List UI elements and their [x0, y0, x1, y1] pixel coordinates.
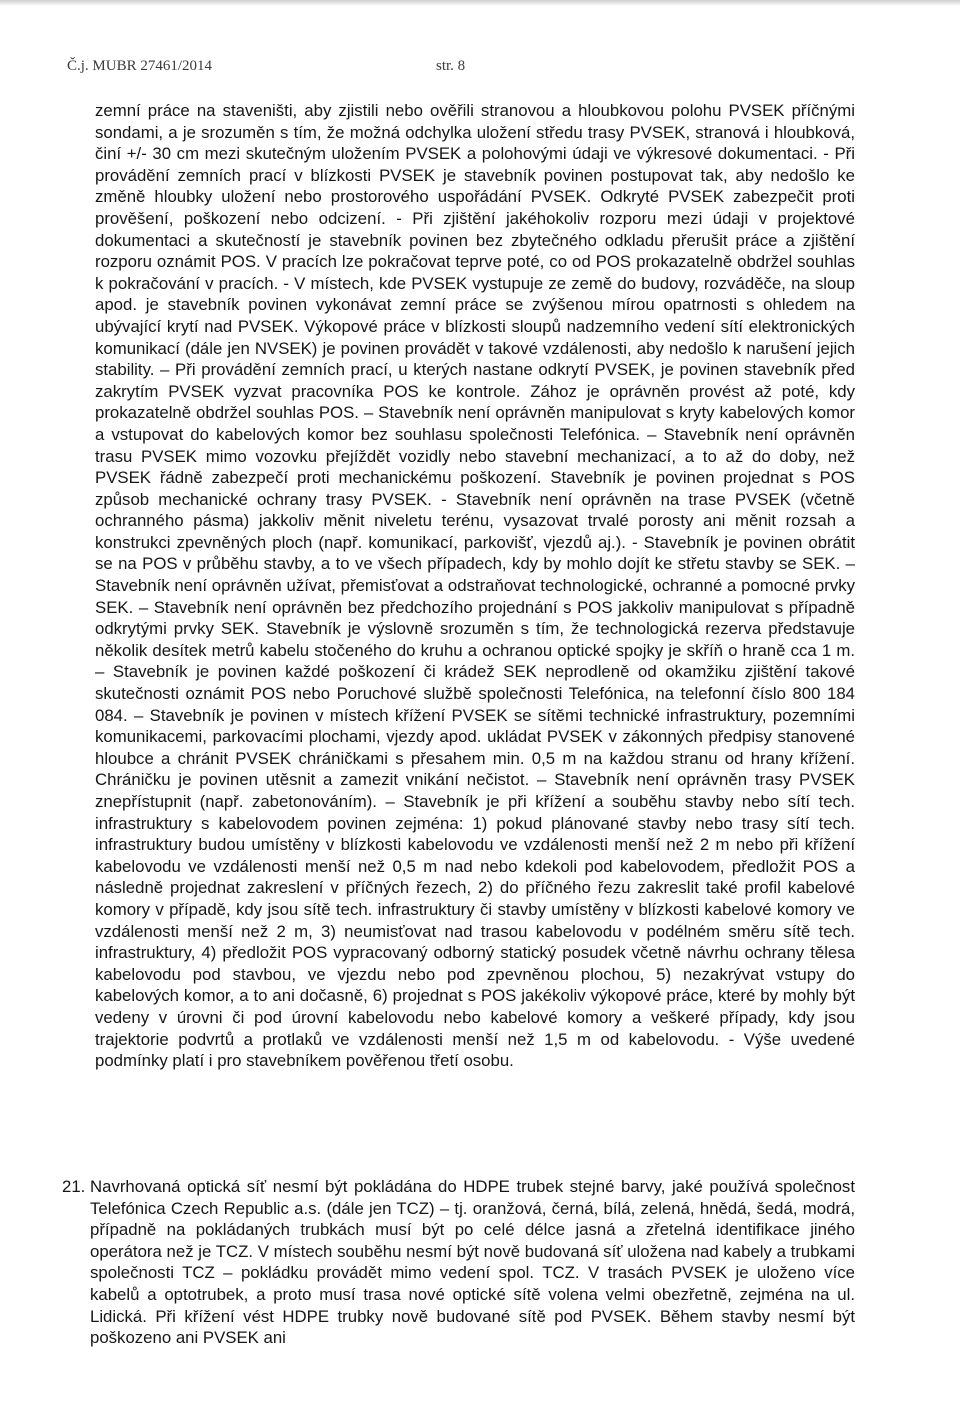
list-item-text: Navrhovaná optická síť nesmí být pokládána do HDPE trubek stejné barvy, jaké používá společnost Telefónica Czech Republic a.s. (dále jen TCZ) – tj. oranžová, černá, bílá, zelená, hnědá, šedá, modrá, případně na pokládaných trubkách musí být po celé délce jasná a zřetelná identifikace jiného operátora než je TCZ. V místech souběhu nesmí být nově budovaná síť uložena nad kabely a trubkami společnosti TCZ – pokládku provádět mimo vedení spol. TCZ. V trasách PVSEK je uloženo více kabelů a optotrubek, a proto musí trasa nové optické sítě volena velmi obezřetně, zejména na ul. Lidická. Při křížení vést HDPE trubky nově budované sítě pod PVSEK. Během stavby nesmí být poškozeno ani PVSEK ani — [90, 1177, 855, 1348]
document-reference: Č.j. MUBR 27461/2014 — [67, 58, 213, 74]
body-text — [95, 100, 855, 1072]
list-item-21 — [62, 1176, 855, 1349]
list-item-number: 21. — [62, 1177, 86, 1196]
paragraph-continuation: zemní práce na staveništi, aby zjistili nebo ověřili stranovou a hloubkovou polohu PVSEK příčnými sondami, a je srozuměn s tím, že možná odchylka uložení středu trasy PVSEK, stranová i hloubková, činí +/- 30 cm mezi skutečným uložením PVSEK a polohovými údaji ve výkresové dokumentaci. - Při provádění zemních prací v blízkosti PVSEK je stavebník povinen postupovat tak, aby nedošlo ke změně hloubky uložení nebo prostorového uspořádání PVSEK. Odkryté PVSEK zabezpečit proti prověšení, poškození nebo odcizení. - Při zjištění jakéhokoliv rozporu mezi údaji v projektové dokumentaci a skutečností je stavebník povinen bez zbytečného odkladu přerušit práce a zjištění rozporu oznámit POS. V pracích lze pokračovat teprve poté, co od POS prokazatelně obdržel souhlas k pokračování v pracích. - V místech, kde PVSEK vystupuje ze země do budovy, rozváděče, na sloup apod. je stavebník povinen vykonávat zemní práce se zvýšenou mírou opatrnosti s ohledem na ubývající krytí nad PVSEK. Výkopové práce v blízkosti sloupů nadzemního vedení sítí elektronických komunikací (dále jen NVSEK) je povinen provádět v takové vzdálenosti, aby nedošlo k narušení jejich stability. – Při provádění zemních prací, u kterých nastane odkrytí PVSEK, je povinen stavebník před zakrytím PVSEK vyzvat pracovníka POS ke kontrole. Zához je oprávněn provést až poté, kdy prokazatelně obdržel souhlas POS. – Stavebník není oprávněn manipulovat s kryty kabelových komor a vstupovat do kabelových komor bez souhlasu společnosti Telefónica. – Stavebník není oprávněn trasu PVSEK mimo vozovku přejíždět vozidly nebo stavební mechanizací, a to až do doby, než PVSEK řádně zabezpečí proti mechanickému poškození. Stavebník je povinen projednat s POS způsob mechanické ochrany trasy PVSEK. - Stavebník není oprávněn na trase PVSEK (včetně ochranného pásma) jakkoliv měnit niveletu terénu, vysazovat trvalé porosty ani měnit rozsah a konstrukci zpevněných ploch (např. komunikací, parkovišť, vjezdů aj.). - Stavebník je povinen obrátit se na POS v průběhu stavby, a to ve všech případech, kdy by mohlo dojít ke střetu stavby se SEK. – Stavebník není oprávněn užívat, přemisťovat a odstraňovat technologické, ochranné a pomocné prvky SEK. – Stavebník není oprávněn bez předchozího projednání s POS jakkoliv manipulovat s případně odkrytými prvky SEK. Stavebník je výslovně srozuměn s tím, že technologická rezerva představuje několik desítek metrů kabelu stočeného do kruhu a ochranou optické spojky je skříň o hraně cca 1 m. – Stavebník je povinen každé poškození či krádež SEK neprodleně od okamžiku zjištění takové skutečnosti oznámit POS nebo Poruchové službě společnosti Telefónica, na telefonní číslo 800 184 084. – Stavebník je povinen v místech křížení PVSEK se sítěmi technické infrastruktury, pozemními komunikacemi, parkovacími plochami, vjezdy apod. ukládat PVSEK v zákonných předpisy stanovené hloubce a chránit PVSEK chráničkami s přesahem min. 0,5 m na každou stranu od hrany křížení. Chráničku je povinen utěsnit a zamezit vnikání nečistot. – Stavebník není oprávněn trasy PVSEK znepřístupnit (např. zabetonováním). – Stavebník je při křížení a souběhu stavby nebo sítí tech. infrastruktury s kabelovodem povinen zejména: 1) pokud plánované stavby nebo trasy sítí tech. infrastruktury budou umístěny v blízkosti kabelovodu ve vzdálenosti menší než 2 m nebo při křížení kabelovodu ve vzdálenosti menší než 0,5 m nad nebo kdekoli pod kabelovodem, předložit POS a následně projednat zakreslení v příčných řezech, 2) do příčného řezu zakreslit také profil kabelové komory v případě, kdy jsou sítě tech. infrastruktury či stavby umístěny v blízkosti kabelové komory ve vzdálenosti menší než 2 m, 3) neumisťovat nad trasou kabelovodu v podélném směru sítě tech. infrastruktury, 4) předložit POS vypracovaný odborný statický posudek včetně návrhu ochrany tělesa kabelovodu pod stavbou, ve vjezdu nebo pod zpevněnou plochou, 5) nezakrývat vstupy do kabelových komor, a to ani dočasně, 6) projednat s POS jakékoliv výkopové práce, které by mohly být vedeny v úrovni či pod úrovní kabelovodu nebo kabelové komory a veškeré případy, kdy jsou trajektorie podvrtů a protlaků ve vzdálenosti menší než 1,5 m od kabelovodu. - Výše uvedené podmínky platí i pro stavebníkem pověřenou třetí osobu. — [95, 101, 855, 1071]
page-number: str. 8 — [436, 58, 466, 74]
scan-edge — [0, 0, 960, 6]
